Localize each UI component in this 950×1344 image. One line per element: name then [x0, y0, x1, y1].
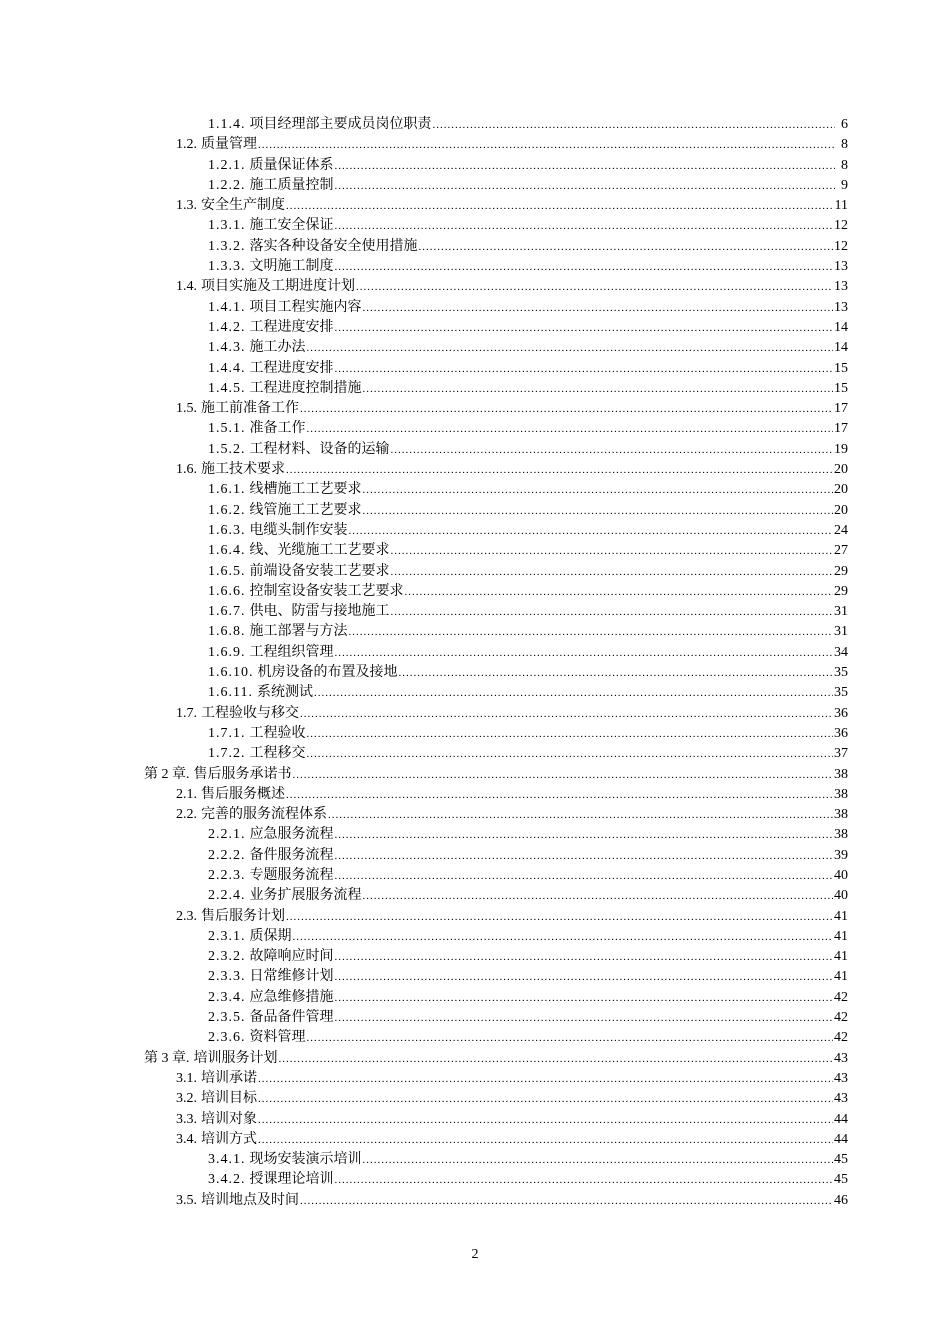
- toc-dot-leader: [405, 582, 834, 602]
- toc-entry-title: 工程移交: [249, 746, 306, 762]
- toc-entry[interactable]: [0, 521, 950, 541]
- toc-entry-page: 36: [834, 725, 848, 741]
- toc-entry-page: 38: [834, 827, 848, 843]
- toc-dot-leader: [335, 988, 834, 1008]
- toc-dot-leader: [300, 1191, 833, 1211]
- toc-entry[interactable]: [0, 1089, 950, 1109]
- toc-entry-page: 14: [834, 319, 848, 335]
- toc-entry-page: 38: [834, 786, 848, 802]
- toc-entry-title: 业务扩展服务流程: [249, 888, 362, 904]
- toc-entry-number: 2.3.5.: [208, 1010, 246, 1026]
- toc-dot-leader: [419, 237, 834, 257]
- toc-entry-number: 1.4.4.: [208, 360, 246, 376]
- toc-entry-number: 1.6.4.: [208, 543, 246, 559]
- toc-dot-leader: [293, 927, 834, 947]
- toc-dot-leader: [307, 744, 834, 764]
- toc-entry-number: 1.3.1.: [208, 218, 246, 234]
- toc-entry[interactable]: [0, 866, 950, 886]
- toc-dot-leader: [363, 1150, 834, 1170]
- toc-entry-number: 2.2.4.: [208, 888, 246, 904]
- toc-entry-title: 工程进度安排: [249, 319, 334, 335]
- toc-dot-leader: [391, 440, 834, 460]
- toc-dot-leader: [300, 704, 833, 724]
- toc-dot-leader: [356, 277, 833, 297]
- toc-entry-title: 工程验收: [249, 725, 306, 741]
- toc-entry-title: 施工安全保证: [249, 218, 334, 234]
- toc-entry-number: 3.4.1.: [208, 1152, 246, 1168]
- toc-entry-page: 13: [834, 259, 848, 275]
- toc-entry-title: 安全生产制度: [201, 198, 285, 214]
- toc-entry-number: 第 3 章.: [144, 1050, 190, 1066]
- toc-entry-page: 41: [834, 908, 848, 924]
- toc-entry[interactable]: [0, 277, 950, 297]
- toc-entry-number: 2.3.3.: [208, 969, 246, 985]
- toc-entry-title: 施工技术要求: [201, 462, 285, 478]
- toc-dot-leader: [349, 622, 834, 642]
- toc-entry-title: 施工前准备工作: [201, 401, 299, 417]
- toc-entry-title: 现场安装演示培训: [249, 1152, 362, 1168]
- toc-entry-number: 2.2.2.: [208, 847, 246, 863]
- toc-entry-number: 1.6.1.: [208, 482, 246, 498]
- toc-entry-page: 29: [834, 563, 848, 579]
- toc-entry[interactable]: [0, 663, 950, 683]
- toc-entry-title: 准备工作: [249, 421, 306, 437]
- toc-entry-number: 3.1.: [176, 1070, 197, 1086]
- toc-entry-title: 文明施工制度: [249, 259, 334, 275]
- toc-entry[interactable]: [0, 988, 950, 1008]
- toc-entry[interactable]: [0, 419, 950, 439]
- toc-dot-leader: [433, 115, 836, 135]
- toc-entry-number: 1.6.7.: [208, 604, 246, 620]
- toc-entry-title: 培训服务计划: [193, 1050, 278, 1066]
- toc-entry-number: 1.6.6.: [208, 583, 246, 599]
- toc-entry-number: 1.6.3.: [208, 522, 246, 538]
- toc-entry-title: 备品备件管理: [249, 1010, 334, 1026]
- toc-dot-leader: [307, 419, 834, 439]
- toc-entry-title: 售后服务计划: [201, 908, 285, 924]
- toc-entry[interactable]: [0, 318, 950, 338]
- toc-dot-leader: [399, 663, 834, 683]
- toc-dot-leader: [286, 460, 833, 480]
- toc-entry-page: 8: [841, 157, 848, 173]
- toc-entry-title: 工程材料、设备的运输: [249, 441, 390, 457]
- toc-entry[interactable]: [0, 399, 950, 419]
- toc-entry-page: 44: [834, 1131, 848, 1147]
- toc-entry[interactable]: [0, 967, 950, 987]
- toc-entry-title: 工程进度安排: [249, 360, 334, 376]
- toc-dot-leader: [279, 1049, 834, 1069]
- toc-entry[interactable]: [0, 1110, 950, 1130]
- toc-dot-leader: [335, 643, 834, 663]
- toc-entry[interactable]: [0, 216, 950, 236]
- toc-entry-page: 31: [834, 604, 848, 620]
- toc-entry-page: 12: [834, 238, 848, 254]
- toc-dot-leader: [286, 785, 833, 805]
- toc-entry-title: 质保期: [249, 928, 292, 944]
- toc-entry-page: 40: [834, 867, 848, 883]
- toc-entry-number: 1.2.: [176, 137, 197, 153]
- toc-entry-title: 质量保证体系: [249, 157, 334, 173]
- toc-entry[interactable]: [0, 1130, 950, 1150]
- toc-entry-page: 46: [834, 1192, 848, 1208]
- toc-entry[interactable]: [0, 602, 950, 622]
- toc-entry-title: 培训承诺: [201, 1070, 257, 1086]
- toc-entry-title: 培训方式: [201, 1131, 257, 1147]
- toc-dot-leader: [335, 156, 836, 176]
- toc-entry-title: 供电、防雷与接地施工: [249, 604, 390, 620]
- toc-entry-title: 项目实施及工期进度计划: [201, 279, 355, 295]
- toc-entry-title: 培训目标: [201, 1091, 257, 1107]
- toc-entry-number: 1.3.2.: [208, 238, 246, 254]
- toc-dot-leader: [335, 176, 836, 196]
- toc-entry[interactable]: [0, 1191, 950, 1211]
- toc-entry-title: 故障响应时间: [249, 949, 334, 965]
- toc-entry-number: 1.6.10.: [208, 665, 254, 681]
- toc-entry-title: 系统测试: [256, 685, 313, 701]
- toc-entry-number: 1.2.1.: [208, 157, 246, 173]
- toc-entry-number: 2.2.: [176, 807, 197, 823]
- toc-entry-number: 2.3.6.: [208, 1030, 246, 1046]
- toc-entry-page: 37: [834, 746, 848, 762]
- toc-dot-leader: [363, 480, 834, 500]
- toc-entry-page: 13: [834, 279, 848, 295]
- toc-entry-page: 19: [834, 441, 848, 457]
- toc-dot-leader: [363, 501, 834, 521]
- toc-entry-number: 1.6.9.: [208, 644, 246, 660]
- toc-entry-title: 应急服务流程: [249, 827, 334, 843]
- toc-entry-page: 41: [834, 949, 848, 965]
- toc-entry[interactable]: [0, 1028, 950, 1048]
- toc-entry-title: 工程进度控制措施: [249, 380, 362, 396]
- toc-dot-leader: [328, 805, 833, 825]
- toc-entry[interactable]: [0, 1170, 950, 1190]
- toc-entry-page: 35: [834, 685, 848, 701]
- toc-dot-leader: [363, 379, 834, 399]
- toc-dot-leader: [335, 216, 834, 236]
- toc-dot-leader: [363, 886, 834, 906]
- toc-entry-page: 17: [834, 401, 848, 417]
- toc-entry[interactable]: [0, 582, 950, 602]
- toc-entry-page: 43: [834, 1050, 848, 1066]
- toc-entry[interactable]: [0, 622, 950, 642]
- toc-entry[interactable]: [0, 562, 950, 582]
- toc-dot-leader: [335, 825, 834, 845]
- toc-entry-title: 日常维修计划: [249, 969, 334, 985]
- toc-entry-number: 1.6.11.: [208, 685, 253, 701]
- toc-entry-title: 项目经理部主要成员岗位职责: [249, 117, 432, 132]
- toc-entry-page: 45: [834, 1152, 848, 1168]
- toc-entry-number: 2.3.4.: [208, 989, 246, 1005]
- toc-entry-number: 2.2.3.: [208, 867, 246, 883]
- toc-entry-number: 1.4.3.: [208, 340, 246, 356]
- toc-entry-page: 44: [834, 1111, 848, 1127]
- toc-entry-number: 2.3.1.: [208, 928, 246, 944]
- toc-entry-number: 1.3.3.: [208, 259, 246, 275]
- table-of-contents: [0, 115, 950, 1211]
- toc-entry-page: 42: [834, 989, 848, 1005]
- toc-entry[interactable]: [0, 765, 950, 785]
- toc-entry-page: 38: [834, 807, 848, 823]
- toc-entry[interactable]: [0, 440, 950, 460]
- toc-dot-leader: [363, 298, 834, 318]
- toc-entry-page: 43: [834, 1091, 848, 1107]
- toc-entry[interactable]: [0, 338, 950, 358]
- toc-entry-page: 39: [834, 847, 848, 863]
- toc-entry[interactable]: [0, 805, 950, 825]
- toc-entry-number: 1.7.2.: [208, 746, 246, 762]
- toc-entry-page: 13: [834, 299, 848, 315]
- toc-entry-page: 14: [834, 340, 848, 356]
- toc-entry-page: 40: [834, 888, 848, 904]
- toc-dot-leader: [335, 359, 834, 379]
- toc-dot-leader: [391, 602, 834, 622]
- toc-entry-number: 1.5.1.: [208, 421, 246, 437]
- toc-dot-leader: [335, 1008, 834, 1028]
- toc-entry-number: 1.4.1.: [208, 299, 246, 315]
- toc-entry-title: 施工质量控制: [249, 177, 334, 193]
- toc-dot-leader: [314, 683, 833, 703]
- toc-entry-title: 线管施工工艺要求: [249, 502, 362, 518]
- toc-entry-page: 20: [834, 482, 848, 498]
- toc-dot-leader: [335, 318, 834, 338]
- toc-entry[interactable]: [0, 825, 950, 845]
- toc-entry-page: 42: [834, 1030, 848, 1046]
- toc-entry-title: 培训地点及时间: [201, 1192, 299, 1208]
- toc-entry[interactable]: [0, 785, 950, 805]
- toc-entry-page: 9: [841, 177, 848, 193]
- toc-dot-leader: [335, 866, 834, 886]
- toc-entry[interactable]: [0, 1069, 950, 1089]
- toc-entry-title: 工程验收与移交: [201, 705, 299, 721]
- toc-entry[interactable]: [0, 196, 950, 216]
- toc-entry-title: 工程组织管理: [249, 644, 334, 660]
- toc-entry-page: 27: [834, 543, 848, 559]
- toc-entry[interactable]: [0, 379, 950, 399]
- toc-entry[interactable]: [0, 359, 950, 379]
- toc-entry[interactable]: [0, 947, 950, 967]
- toc-entry-page: 42: [834, 1010, 848, 1026]
- toc-entry-title: 控制室设备安装工艺要求: [249, 583, 404, 599]
- toc-entry[interactable]: [0, 886, 950, 906]
- toc-dot-leader: [307, 338, 834, 358]
- toc-entry-page: 41: [834, 928, 848, 944]
- toc-entry-title: 应急维修措施: [249, 989, 334, 1005]
- toc-entry[interactable]: [0, 1150, 950, 1170]
- toc-entry-title: 前端设备安装工艺要求: [249, 563, 390, 579]
- toc-entry-page: 38: [834, 766, 848, 782]
- toc-dot-leader: [258, 1130, 833, 1150]
- toc-entry-page: 8: [841, 137, 848, 153]
- toc-dot-leader: [391, 541, 834, 561]
- toc-entry[interactable]: [0, 1049, 950, 1069]
- toc-dot-leader: [335, 947, 834, 967]
- toc-entry-number: 1.5.: [176, 401, 197, 417]
- toc-entry-number: 第 2 章.: [144, 766, 190, 782]
- toc-entry-title: 机房设备的布置及接地: [257, 665, 398, 681]
- toc-entry-number: 2.2.1.: [208, 827, 246, 843]
- toc-entry-number: 3.4.2.: [208, 1172, 246, 1188]
- toc-entry-page: 24: [834, 522, 848, 538]
- toc-entry-page: 45: [834, 1172, 848, 1188]
- toc-dot-leader: [391, 562, 834, 582]
- toc-entry-number: 1.7.1.: [208, 725, 246, 741]
- toc-entry-number: 2.3.2.: [208, 949, 246, 965]
- toc-entry-page: 20: [834, 462, 848, 478]
- toc-entry[interactable]: [0, 501, 950, 521]
- toc-entry[interactable]: [0, 643, 950, 663]
- toc-entry[interactable]: [0, 460, 950, 480]
- toc-entry-title: 授课理论培训: [249, 1172, 334, 1188]
- toc-dot-leader: [335, 1170, 834, 1190]
- toc-entry-number: 1.7.: [176, 705, 197, 721]
- toc-dot-leader: [307, 1028, 834, 1048]
- toc-dot-leader: [286, 196, 834, 216]
- toc-entry-title: 落实各种设备安全使用措施: [249, 238, 418, 254]
- toc-entry-title: 资料管理: [249, 1030, 306, 1046]
- toc-entry-number: 1.4.2.: [208, 319, 246, 335]
- toc-dot-leader: [293, 765, 834, 785]
- toc-dot-leader: [258, 135, 835, 155]
- toc-entry[interactable]: [0, 257, 950, 277]
- toc-entry[interactable]: [0, 480, 950, 500]
- toc-entry[interactable]: [0, 237, 950, 257]
- toc-entry-number: 1.6.8.: [208, 624, 246, 640]
- toc-dot-leader: [258, 1069, 833, 1089]
- toc-entry-number: 1.5.2.: [208, 441, 246, 457]
- toc-entry[interactable]: [0, 907, 950, 927]
- toc-entry-number: 2.3.: [176, 908, 197, 924]
- toc-entry-page: 43: [834, 1070, 848, 1086]
- toc-entry-page: 12: [834, 218, 848, 234]
- toc-entry[interactable]: [0, 704, 950, 724]
- toc-entry-title: 电缆头制作安装: [249, 522, 348, 538]
- toc-entry[interactable]: [0, 683, 950, 703]
- toc-entry-page: 34: [834, 644, 848, 660]
- toc-entry[interactable]: [0, 541, 950, 561]
- toc-dot-leader: [258, 1089, 833, 1109]
- toc-entry-title: 线槽施工工艺要求: [249, 482, 362, 498]
- toc-entry-number: 1.6.: [176, 462, 197, 478]
- toc-entry-page: 17: [834, 421, 848, 437]
- toc-entry-page: 15: [834, 380, 848, 396]
- toc-entry-title: 售后服务承诺书: [193, 766, 292, 782]
- toc-entry-page: 29: [834, 583, 848, 599]
- toc-entry[interactable]: [0, 724, 950, 744]
- toc-entry-number: 1.4.: [176, 279, 197, 295]
- toc-entry-title: 项目工程实施内容: [249, 299, 362, 315]
- toc-entry-title: 质量管理: [201, 137, 257, 153]
- toc-entry[interactable]: [0, 156, 950, 176]
- toc-entry[interactable]: [0, 135, 950, 155]
- toc-entry-title: 售后服务概述: [201, 786, 285, 802]
- toc-entry[interactable]: [0, 115, 950, 135]
- toc-entry-number: 3.4.: [176, 1131, 197, 1147]
- toc-entry-page: 20: [834, 502, 848, 518]
- toc-entry-page: 36: [834, 705, 848, 721]
- toc-entry-page: 35: [834, 665, 848, 681]
- toc-entry-title: 专题服务流程: [249, 867, 334, 883]
- toc-entry-title: 施工部署与方法: [249, 624, 348, 640]
- toc-entry-number: 3.3.: [176, 1111, 197, 1127]
- page-number: 2: [471, 1247, 479, 1262]
- toc-dot-leader: [349, 521, 834, 541]
- toc-entry-title: 完善的服务流程体系: [201, 807, 327, 823]
- toc-entry[interactable]: [0, 846, 950, 866]
- toc-entry[interactable]: [0, 1008, 950, 1028]
- toc-entry-number: 3.5.: [176, 1192, 197, 1208]
- toc-dot-leader: [307, 724, 834, 744]
- toc-entry-page: 41: [834, 969, 848, 985]
- toc-dot-leader: [335, 257, 834, 277]
- toc-entry-page: 15: [834, 360, 848, 376]
- toc-dot-leader: [258, 1110, 833, 1130]
- toc-entry-title: 线、光缆施工工艺要求: [249, 543, 390, 559]
- toc-dot-leader: [335, 846, 834, 866]
- toc-entry-number: 1.4.5.: [208, 380, 246, 396]
- toc-entry-page: 31: [834, 624, 848, 640]
- toc-entry-number: 3.2.: [176, 1091, 197, 1107]
- toc-dot-leader: [286, 907, 833, 927]
- toc-entry-title: 培训对象: [201, 1111, 257, 1127]
- toc-entry-number: 1.6.2.: [208, 502, 246, 518]
- toc-entry-page: 11: [834, 198, 848, 214]
- toc-entry-number: 1.1.4.: [208, 117, 246, 132]
- toc-entry-page: 6: [841, 117, 848, 132]
- toc-entry-number: 1.2.2.: [208, 177, 246, 193]
- toc-entry-title: 施工办法: [249, 340, 306, 356]
- toc-entry-title: 备件服务流程: [249, 847, 334, 863]
- toc-entry-number: 2.1.: [176, 786, 197, 802]
- toc-entry[interactable]: [0, 927, 950, 947]
- toc-entry-number: 1.6.5.: [208, 563, 246, 579]
- toc-entry[interactable]: [0, 176, 950, 196]
- toc-entry[interactable]: [0, 298, 950, 318]
- toc-entry-number: 1.3.: [176, 198, 197, 214]
- toc-entry[interactable]: [0, 744, 950, 764]
- toc-dot-leader: [300, 399, 833, 419]
- toc-dot-leader: [335, 967, 834, 987]
